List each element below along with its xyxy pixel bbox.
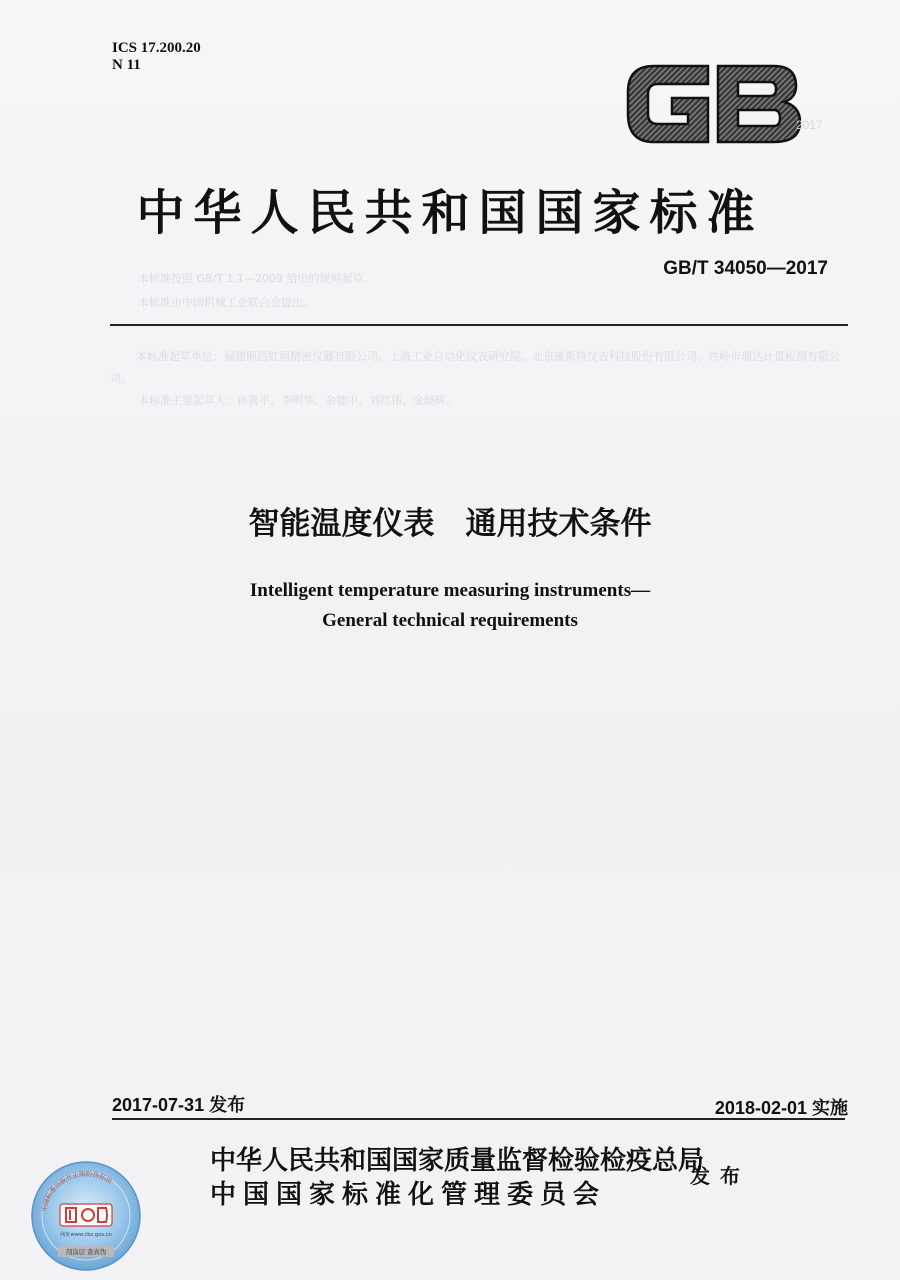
issue-date: 2017-07-31 发布 — [112, 1095, 246, 1115]
top-rule — [110, 324, 848, 326]
english-title-line-2: General technical requirements — [322, 610, 578, 631]
ics-code: ICS 17.200.20 — [112, 40, 201, 56]
national-standard-title: 中华人民共和国国家标准 — [136, 185, 764, 241]
publish-label: 发布 — [690, 1164, 750, 1188]
bottom-rule — [112, 1118, 845, 1120]
ccs-code: N 11 — [112, 57, 141, 73]
english-title-line-1: Intelligent temperature measuring instruments— — [249, 580, 651, 601]
show-through-line-2: 本标准由中国机械工业联合会提出。 — [138, 296, 314, 309]
implementation-date: 2018-02-01 实施 — [714, 1098, 848, 1118]
issuing-authorities — [210, 1144, 704, 1212]
seal-url-text: 网址www.cbs.gov.cn — [60, 1232, 112, 1238]
standard-code: GB/T 34050—2017 — [663, 258, 828, 279]
show-through-line-1: 本标准按照 GB/T 1.1—2009 给出的规则起草。 — [138, 272, 375, 285]
chinese-title: 智能温度仪表 通用技术条件 — [248, 506, 652, 542]
gb-logo — [624, 58, 804, 148]
issuer-aqsiq: 中华人民共和国国家质量监督检验检疫总局 — [210, 1146, 705, 1176]
show-through-line-3: 本标准起草单位：福建顺昌虹润精密仪器有限公司、上海工业自动化仪表研究院、北京康斯特仪表科技股份有限公司、铁岭市瑞达计量检测有限公司。 — [110, 350, 840, 385]
issuer-sac: 中国国家标准化管理委员会 — [210, 1180, 607, 1210]
anti-counterfeit-seal — [30, 1160, 142, 1272]
logo-faint-year: 2017 — [796, 118, 823, 132]
seal-scratch-text: 刮涂层 查真伪 — [65, 1248, 107, 1256]
seal-arc-text: 中国标准出版社正版防伪标识 — [40, 1169, 114, 1213]
classification-codes — [112, 40, 201, 74]
show-through-line-4: 本标准主要起草人：孙善平、李明华、余德中、刘红伟、金晓辉。 — [138, 394, 457, 407]
english-title — [0, 576, 900, 636]
